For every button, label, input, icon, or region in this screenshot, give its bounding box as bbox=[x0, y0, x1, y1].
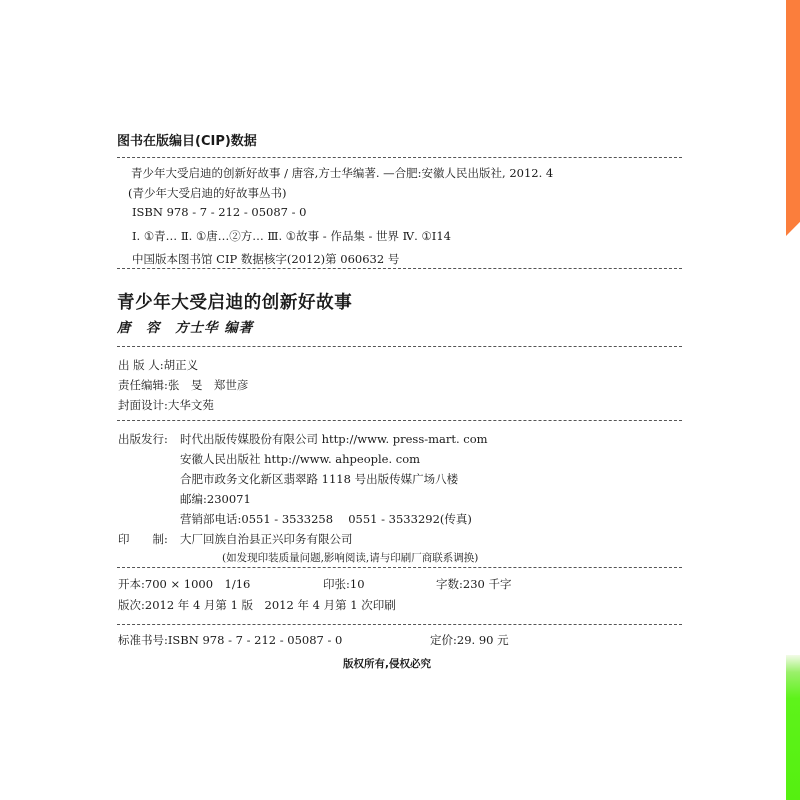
word-count: 字数:230 千字 bbox=[436, 577, 512, 591]
cover-design: 封面设计:大华文苑 bbox=[118, 398, 214, 412]
cip-classification-line: Ⅰ. ①青… Ⅱ. ①唐…②方… Ⅲ. ①故事 - 作品集 - 世界 Ⅳ. ①I14 bbox=[132, 229, 451, 243]
cip-series-line: (青少年大受启迪的好故事丛书) bbox=[128, 186, 287, 200]
book-format: 开本:700 × 1000 1/16 bbox=[118, 577, 251, 591]
publisher-line-1: 时代出版传媒股份有限公司 http://www. press-mart. com bbox=[180, 432, 488, 446]
publisher-person: 出 版 人:胡正义 bbox=[118, 358, 199, 372]
edition-info: 版次:2012 年 4 月第 1 版 2012 年 4 月第 1 次印刷 bbox=[118, 598, 396, 612]
book-title: 青少年大受启迪的创新好故事 bbox=[117, 293, 353, 313]
cip-record-line: 青少年大受启迪的创新好故事 / 唐容,方士华编著. —合肥:安徽人民出版社, 2012. 4 bbox=[131, 166, 554, 180]
sales-phone: 营销部电话:0551 - 3533258 0551 - 3533292(传真) bbox=[180, 512, 472, 526]
price: 定价:29. 90 元 bbox=[430, 633, 509, 647]
divider bbox=[117, 420, 682, 421]
cip-number-line: 中国版本图书馆 CIP 数据核字(2012)第 060632 号 bbox=[132, 252, 400, 266]
orange-edge-strip bbox=[786, 0, 800, 236]
publishing-label: 出版发行: bbox=[118, 432, 168, 446]
divider bbox=[117, 157, 682, 158]
standard-book-number: 标准书号:ISBN 978 - 7 - 212 - 05087 - 0 bbox=[118, 633, 343, 647]
cip-heading: 图书在版编目(CIP)数据 bbox=[117, 134, 257, 149]
publisher-address: 合肥市政务文化新区翡翠路 1118 号出版传媒广场八楼 bbox=[180, 472, 459, 486]
divider bbox=[117, 624, 682, 625]
book-authors: 唐 容 方士华 编著 bbox=[117, 320, 254, 336]
divider bbox=[117, 567, 682, 568]
divider bbox=[117, 268, 682, 269]
publisher-line-2: 安徽人民出版社 http://www. ahpeople. com bbox=[180, 452, 421, 466]
divider bbox=[117, 346, 682, 347]
responsible-editors: 责任编辑:张 旻 郑世彦 bbox=[118, 378, 249, 392]
printer-label: 印 制: bbox=[118, 532, 168, 546]
cip-isbn-line: ISBN 978 - 7 - 212 - 05087 - 0 bbox=[132, 205, 307, 219]
copyright-notice: 版权所有,侵权必究 bbox=[343, 658, 431, 670]
printed-sheets: 印张:10 bbox=[323, 577, 365, 591]
postal-code: 邮编:230071 bbox=[180, 492, 251, 506]
printer-note: (如发现印装质量问题,影响阅读,请与印刷厂商联系调换) bbox=[222, 552, 479, 564]
green-edge-strip bbox=[786, 655, 800, 800]
printer-name: 大厂回族自治县正兴印务有限公司 bbox=[180, 532, 353, 546]
